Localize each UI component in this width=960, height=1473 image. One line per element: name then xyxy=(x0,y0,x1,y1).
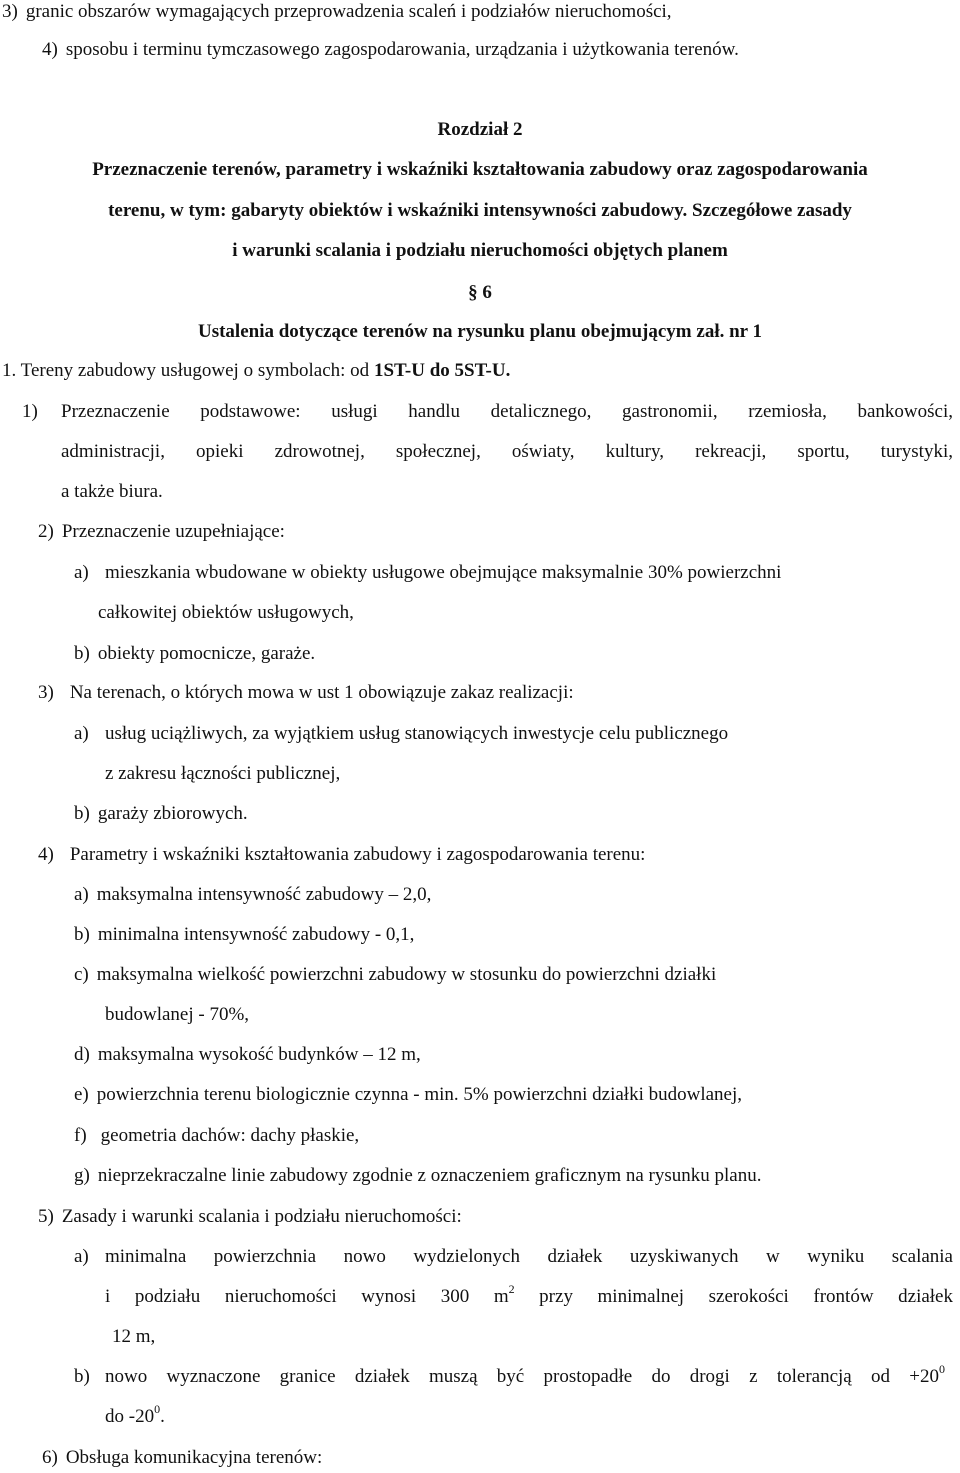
section-number: § 6 xyxy=(468,282,492,303)
point-2a-line-1: mieszkania wbudowane w obiekty usługowe obejmujące maksymalnie 30% powierzchni xyxy=(105,562,782,583)
point-4-item-f: f) geometria dachów: dachy płaskie, xyxy=(74,1125,360,1146)
point-3a-marker: a) xyxy=(74,723,89,744)
point-1-line-3: a także biura. xyxy=(61,481,163,502)
chapter-heading-line-2: terenu, w tym: gabaryty obiektów i wskaźniki intensywności zabudowy. Szczegółowe zasady xyxy=(108,200,852,221)
chapter-heading-line-1: Przeznaczenie terenów, parametry i wskaźniki kształtowania zabudowy oraz zagospodarowania xyxy=(92,159,868,180)
item-1-symbols: 1ST-U do 5ST-U. xyxy=(373,360,511,381)
point-5a-line-1: minimalna powierzchnia nowo wydzielonych działek uzyskiwanych w wyniku scalania xyxy=(105,1246,953,1267)
point-5a-line-2: i podziału nieruchomości wynosi 300 $m^2$ przy minimalnej szerokości frontów działek xyxy=(105,1281,953,1307)
point-4-item-c-cont: budowlanej - 70%, xyxy=(105,1004,250,1025)
point-3a-line-2: z zakresu łączności publicznej, xyxy=(105,763,341,784)
point-2a-marker: a) xyxy=(74,562,89,583)
point-4-item-d: d) maksymalna wysokość budynków – 12 m, xyxy=(74,1044,421,1065)
list-item-4: 4) sposobu i terminu tymczasowego zagospodarowania, urządzania i użytkowania terenów. xyxy=(42,39,739,60)
point-5b-line-1: nowo wyznaczone granice działek muszą być prostopadłe do drogi z tolerancją od $+20^0$ xyxy=(105,1361,945,1387)
point-4-item-a: a) maksymalna intensywność zabudowy – 2,0, xyxy=(74,884,432,905)
superscript-2: 2 xyxy=(508,1281,515,1296)
chapter-title: Rozdział 2 xyxy=(437,119,523,140)
list-item-3: 3) granic obszarów wymagających przeprowadzenia scaleń i podziałów nieruchomości, xyxy=(2,1,672,22)
superscript-0-b: 0 xyxy=(154,1401,161,1416)
point-3: 3) Na terenach, o których mowa w ust 1 obowiązuje zakaz realizacji: xyxy=(38,682,574,703)
item-1: 1. Tereny zabudowy usługowej o symbolach: od 1ST-U do 5ST-U. xyxy=(2,360,511,381)
point-3b: b) garaży zbiorowych. xyxy=(74,803,248,824)
point-5a-line-3: 12 m, xyxy=(112,1326,156,1347)
point-5: 5) Zasady i warunki scalania i podziału nieruchomości: xyxy=(38,1206,462,1227)
section-title: Ustalenia dotyczące terenów na rysunku planu obejmującym zał. nr 1 xyxy=(197,321,763,342)
point-4-item-c: c) maksymalna wielkość powierzchni zabudowy w stosunku do powierzchni działki xyxy=(74,964,717,985)
point-1-line-1: Przeznaczenie podstawowe: usługi handlu detalicznego, gastronomii, rzemiosła, bankowości, xyxy=(61,401,953,422)
point-5b-marker: b) xyxy=(74,1366,90,1387)
point-4-item-e: e) powierzchnia terenu biologicznie czynna - min. 5% powierzchni działki budowlanej, xyxy=(74,1084,743,1105)
chapter-heading-line-3: i warunki scalania i podziału nieruchomości objętych planem xyxy=(232,240,728,261)
point-4: 4) Parametry i wskaźniki kształtowania zabudowy i zagospodarowania terenu: xyxy=(38,844,646,865)
point-2b: b) obiekty pomocnicze, garaże. xyxy=(74,643,316,664)
point-4-item-b: b) minimalna intensywność zabudowy - 0,1, xyxy=(74,924,415,945)
point-1-line-2: administracji, opieki zdrowotnej, społecznej, oświaty, kultury, rekreacji, sportu, turystyki, xyxy=(61,441,953,462)
point-4-item-g: g) nieprzekraczalne linie zabudowy zgodnie z oznaczeniem graficznym na rysunku planu. xyxy=(74,1165,762,1186)
superscript-0: 0 xyxy=(939,1361,945,1376)
point-5a-marker: a) xyxy=(74,1246,89,1267)
point-6: 6) Obsługa komunikacyjna terenów: xyxy=(42,1447,323,1468)
point-2a-line-2: całkowitej obiektów usługowych, xyxy=(98,602,354,623)
point-1-marker: 1) xyxy=(22,401,38,422)
point-3a-line-1: usług uciążliwych, za wyjątkiem usług stanowiących inwestycje celu publicznego xyxy=(105,723,729,744)
point-5b-line-2: do $-20^0$. xyxy=(105,1401,165,1427)
section-symbol: § xyxy=(468,282,478,303)
point-2: 2) Przeznaczenie uzupełniające: xyxy=(38,521,285,542)
